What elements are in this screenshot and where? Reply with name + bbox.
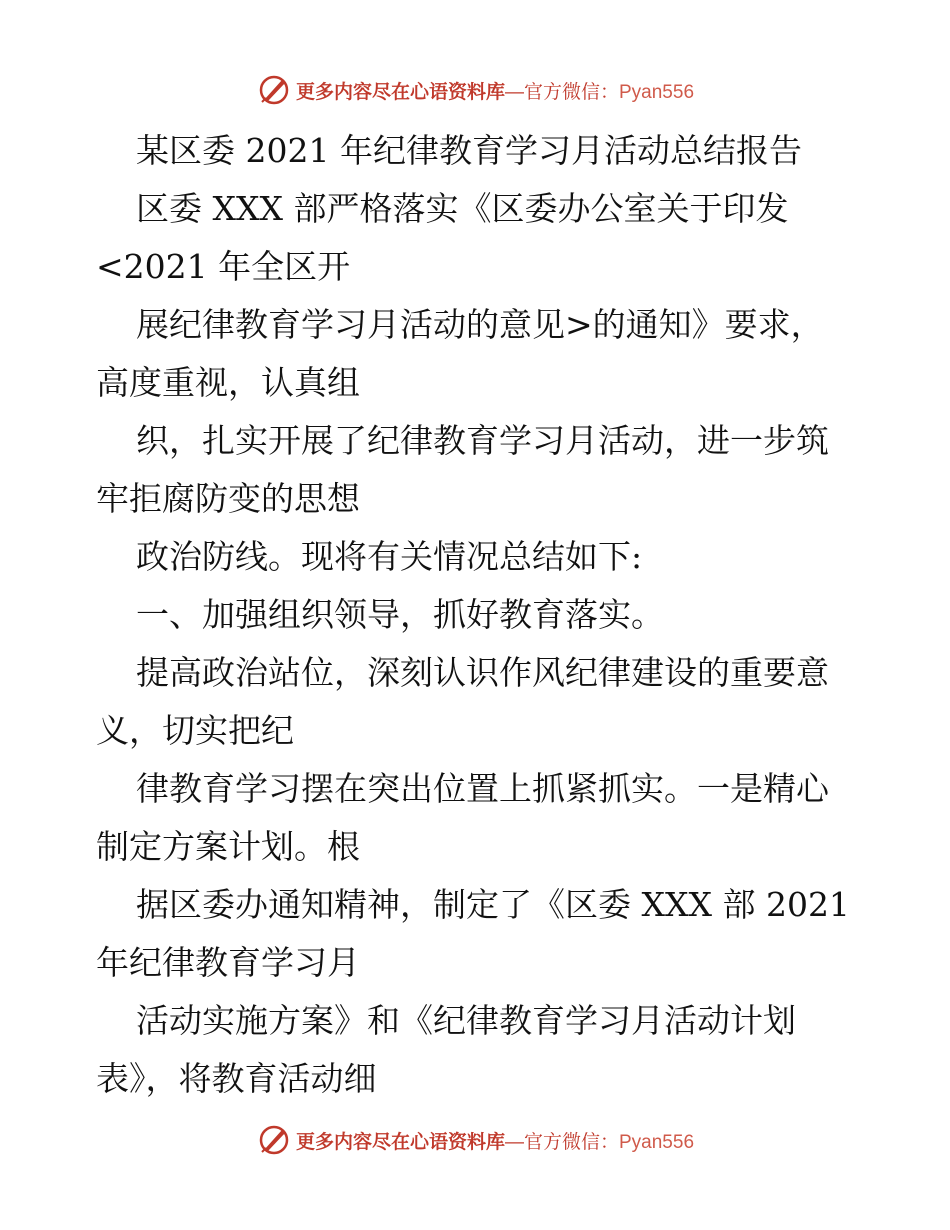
paragraph-line: 活动实施方案》和《纪律教育学习月活动计划 xyxy=(136,1001,796,1040)
quill-logo-icon xyxy=(256,72,292,108)
paragraph-line: 牢拒腐防变的思想 xyxy=(96,479,360,518)
banner-text xyxy=(296,1127,694,1154)
document-body xyxy=(96,122,856,1108)
paragraph-line: 律教育学习摆在突出位置上抓紧抓实。一是精心 xyxy=(136,769,829,808)
banner-label: 官方微信： xyxy=(523,1131,619,1153)
paragraph-line: 据区委办通知精神，制定了《区委 XXX 部 2021 xyxy=(136,885,850,924)
paragraph-line: 年纪律教育学习月 xyxy=(96,943,360,982)
paragraph-line: 政治防线。现将有关情况总结如下: xyxy=(136,537,643,576)
banner-text xyxy=(296,77,694,104)
banner-dash: — xyxy=(504,1131,524,1153)
paragraph-line: 提高政治站位，深刻认识作风纪律建设的重要意 xyxy=(136,653,829,692)
document-title: 某区委 2021 年纪律教育学习月活动总结报告 xyxy=(136,131,802,170)
quill-logo-icon xyxy=(256,1122,292,1158)
banner-dash: — xyxy=(504,81,524,103)
banner-hint: 更多内容尽在心语资料库 xyxy=(295,81,505,103)
paragraph-line: 高度重视，认真组 xyxy=(96,363,360,402)
paragraph-line: 义，切实把纪 xyxy=(96,711,294,750)
banner-wechat-id: Pyan556 xyxy=(619,1131,695,1153)
banner-wechat-id: Pyan556 xyxy=(619,81,695,103)
paragraph-line: 区委 XXX 部严格落实《区委办公室关于印发 xyxy=(136,189,789,228)
header-banner xyxy=(0,70,950,110)
paragraph-line: 织，扎实开展了纪律教育学习月活动，进一步筑 xyxy=(136,421,829,460)
section-heading: 一、加强组织领导，抓好教育落实。 xyxy=(136,595,664,634)
banner-label: 官方微信： xyxy=(523,81,619,103)
footer-banner xyxy=(0,1120,950,1160)
paragraph-line: <2021 年全区开 xyxy=(96,247,351,286)
paragraph-line: 制定方案计划。根 xyxy=(96,827,360,866)
paragraph-line: 展纪律教育学习月活动的意见>的通知》要求， xyxy=(136,305,824,344)
paragraph-line: 表》，将教育活动细 xyxy=(96,1059,377,1098)
banner-hint: 更多内容尽在心语资料库 xyxy=(295,1131,505,1153)
